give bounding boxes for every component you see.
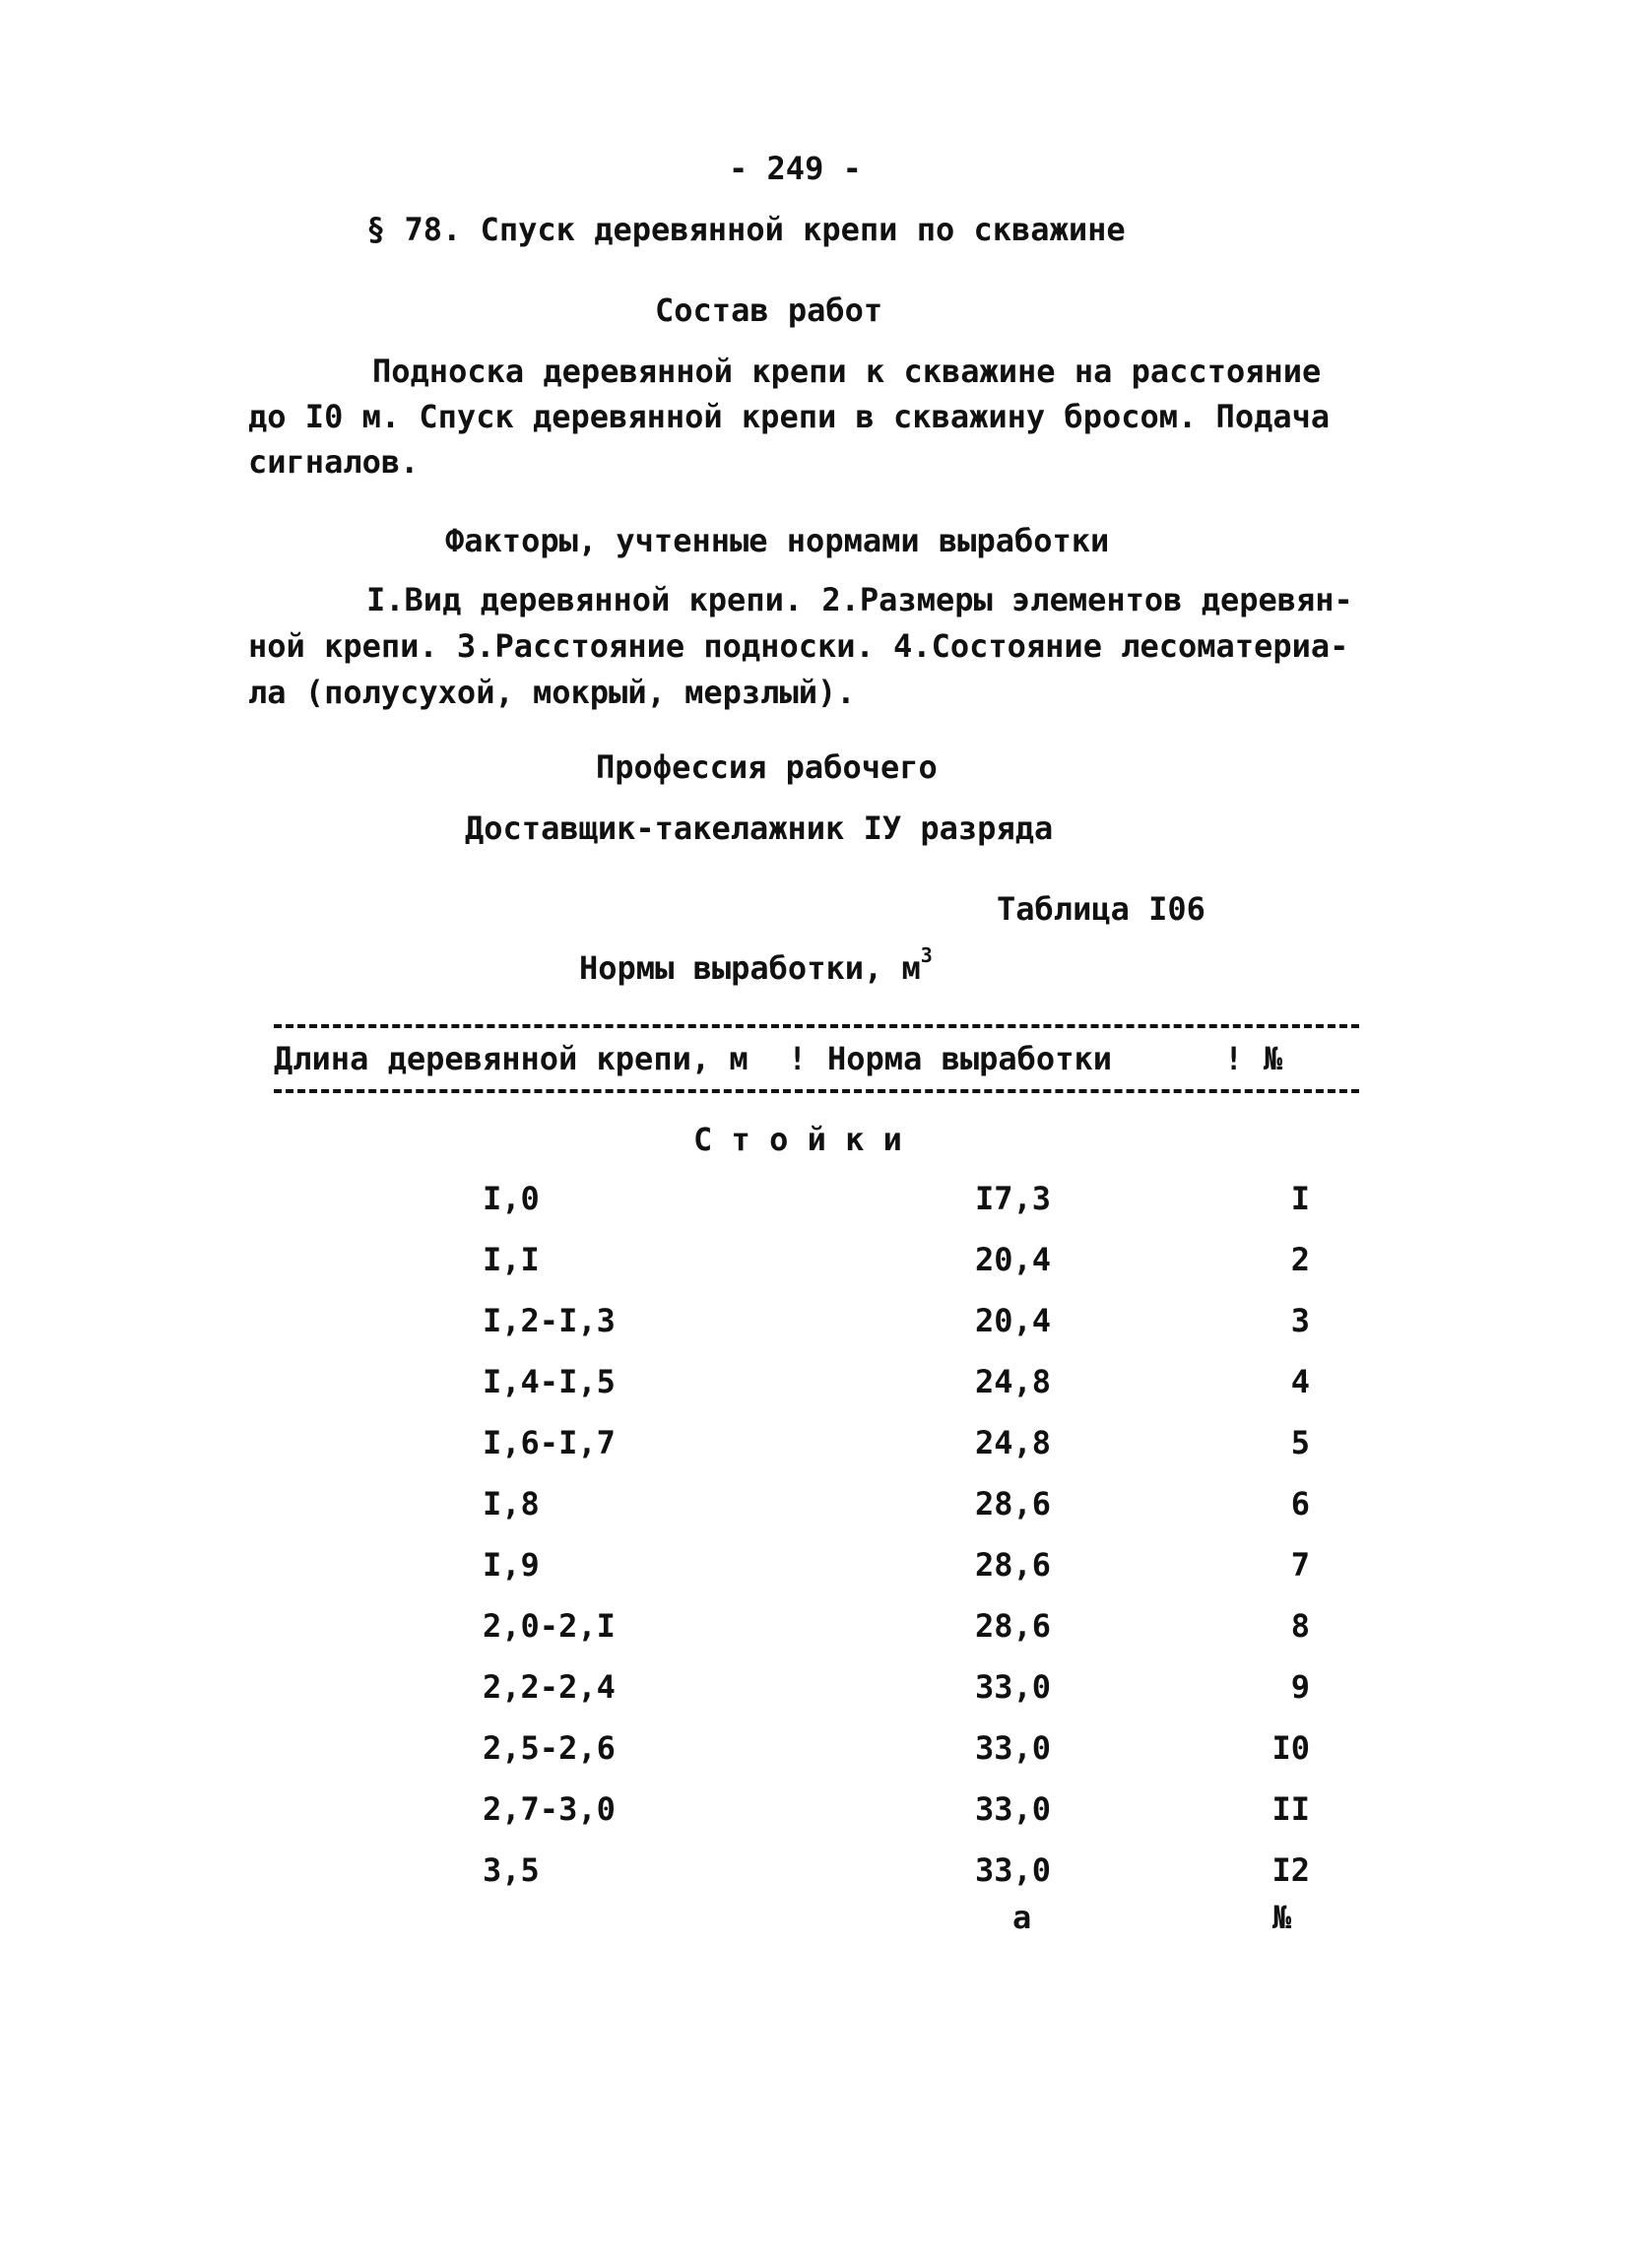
row-number: I0: [1271, 1729, 1310, 1767]
row-number: 6: [1290, 1485, 1310, 1523]
row-length: 3,5: [483, 1851, 540, 1889]
row-norm: 24,8: [975, 1424, 1052, 1461]
table-header-rule: [274, 1089, 1359, 1093]
row-number: I: [1290, 1180, 1310, 1217]
row-norm: 24,8: [975, 1363, 1052, 1400]
table-row: [0, 1363, 1628, 1412]
row-number: 7: [1290, 1546, 1310, 1584]
table-row: [0, 1546, 1628, 1595]
table-row: [0, 1729, 1628, 1779]
group-label: С т о й к и: [693, 1121, 902, 1158]
table-title: [579, 943, 933, 987]
header-length: Длина деревянной крепи, м: [274, 1040, 749, 1077]
header-separator-1: !: [788, 1040, 808, 1077]
row-number: 8: [1290, 1607, 1310, 1645]
header-number: №: [1264, 1040, 1283, 1077]
table-header: [0, 1040, 1628, 1083]
row-norm: 33,0: [975, 1668, 1052, 1706]
row-norm: 28,6: [975, 1607, 1052, 1645]
table-top-rule: [274, 1024, 1359, 1028]
table-title-sup: 3: [920, 943, 933, 967]
table-row: [0, 1302, 1628, 1351]
row-length: I,6-I,7: [483, 1424, 616, 1461]
row-length: 2,5-2,6: [483, 1729, 616, 1767]
row-norm: 20,4: [975, 1302, 1052, 1339]
table-row: [0, 1607, 1628, 1656]
profession-heading: Профессия рабочего: [596, 748, 938, 786]
table-row: [0, 1485, 1628, 1534]
page-number: - 249 -: [729, 150, 862, 187]
row-number: I2: [1271, 1851, 1310, 1889]
composition-line-1: Подноска деревянной крепи к скважине на расстояние: [372, 353, 1322, 390]
header-separator-2: !: [1224, 1040, 1244, 1077]
row-length: I,4-I,5: [483, 1363, 616, 1400]
row-length: I,8: [483, 1485, 540, 1523]
row-length: 2,2-2,4: [483, 1668, 616, 1706]
row-length: I,0: [483, 1180, 540, 1217]
factors-line-1: I.Вид деревянной крепи. 2.Размеры элементов деревян-: [366, 581, 1353, 618]
row-norm: 33,0: [975, 1790, 1052, 1828]
table-row: [0, 1668, 1628, 1717]
footer-norm-letter: а: [1012, 1899, 1032, 1936]
header-norm: Норма выработки: [827, 1040, 1112, 1077]
row-number: 4: [1290, 1363, 1310, 1400]
composition-heading: Состав работ: [655, 292, 883, 329]
factors-heading: Факторы, учтенные нормами выработки: [445, 522, 1110, 559]
table-footer-row: [0, 1899, 1628, 1948]
row-length: I,9: [483, 1546, 540, 1584]
row-norm: I7,3: [975, 1180, 1052, 1217]
table-row: [0, 1851, 1628, 1901]
section-title: § 78. Спуск деревянной крепи по скважине: [366, 211, 1126, 248]
footer-number-sign: №: [1272, 1899, 1292, 1936]
table-label: Таблица I06: [997, 890, 1205, 928]
table-row: [0, 1180, 1628, 1229]
row-number: 9: [1290, 1668, 1310, 1706]
table-title-text: Нормы выработки, м: [579, 949, 921, 987]
row-norm: 20,4: [975, 1241, 1052, 1278]
table-row: [0, 1790, 1628, 1840]
composition-line-3: сигналов.: [248, 443, 420, 481]
row-number: II: [1271, 1790, 1310, 1828]
row-norm: 28,6: [975, 1546, 1052, 1584]
table-row: [0, 1424, 1628, 1473]
row-length: 2,0-2,I: [483, 1607, 616, 1645]
row-number: 3: [1290, 1302, 1310, 1339]
row-norm: 28,6: [975, 1485, 1052, 1523]
table-row: [0, 1241, 1628, 1290]
row-norm: 33,0: [975, 1851, 1052, 1889]
factors-line-2: ной крепи. 3.Расстояние подноски. 4.Состояние лесоматериа-: [248, 627, 1349, 665]
row-number: 2: [1290, 1241, 1310, 1278]
row-length: 2,7-3,0: [483, 1790, 616, 1828]
row-length: I,2-I,3: [483, 1302, 616, 1339]
profession-value: Доставщик-такелажник IУ разряда: [465, 810, 1054, 847]
composition-line-2: до I0 м. Спуск деревянной крепи в скважину бросом. Подача: [248, 398, 1331, 435]
row-length: I,I: [483, 1241, 540, 1278]
row-norm: 33,0: [975, 1729, 1052, 1767]
factors-line-3: ла (полусухой, мокрый, мерзлый).: [248, 674, 856, 711]
row-number: 5: [1290, 1424, 1310, 1461]
